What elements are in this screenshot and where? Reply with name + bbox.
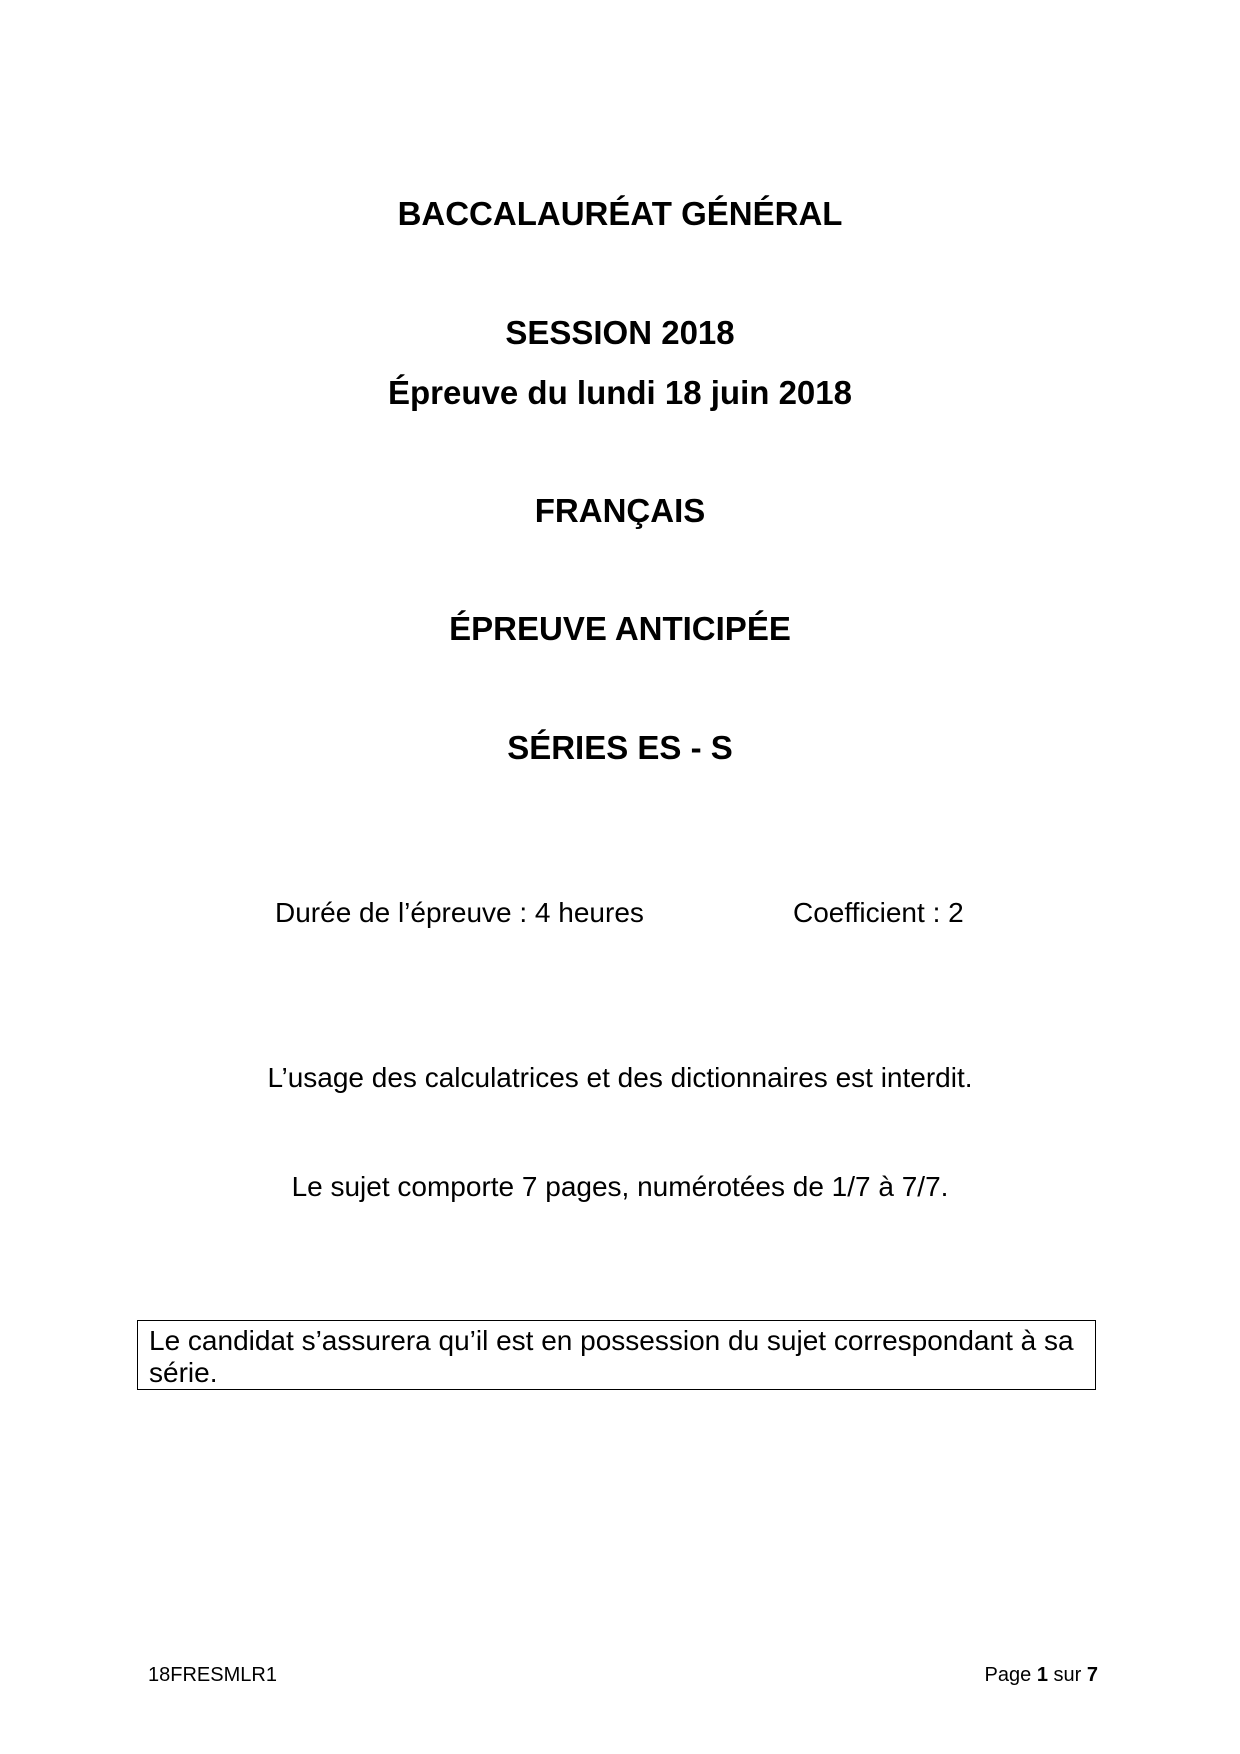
- exam-info-row: [0, 893, 1240, 933]
- subject-heading: FRANÇAIS: [534, 492, 706, 529]
- coefficient-text: Coefficient : 2: [793, 897, 964, 928]
- candidate-notice-box: [137, 1320, 1096, 1390]
- footer-page-number: [985, 1662, 1098, 1688]
- exam-title: BACCALAURÉAT GÉNÉRAL: [397, 195, 843, 232]
- exam-date: Épreuve du lundi 18 juin 2018: [388, 374, 852, 411]
- footer-document-code: 18FRESMLR1: [148, 1664, 277, 1686]
- page-separator: sur: [1053, 1664, 1082, 1686]
- calculator-rule-note: L’usage des calculatrices et des dictionnaires est interdit.: [267, 1062, 973, 1093]
- series-heading: SÉRIES ES - S: [507, 729, 733, 766]
- page-current: 1: [1036, 1664, 1048, 1686]
- page-count-note: Le sujet comporte 7 pages, numérotées de 1/7 à 7/7.: [291, 1171, 949, 1202]
- page-prefix: Page: [984, 1664, 1032, 1686]
- duration-text: Durée de l’épreuve : 4 heures: [275, 897, 644, 928]
- candidate-notice-text: Le candidat s’assurera qu’il est en possession du sujet correspondant à sa série.: [149, 1325, 1074, 1388]
- page-total: 7: [1086, 1664, 1098, 1686]
- exam-type-heading: ÉPREUVE ANTICIPÉE: [449, 610, 791, 647]
- session-heading: SESSION 2018: [505, 314, 735, 351]
